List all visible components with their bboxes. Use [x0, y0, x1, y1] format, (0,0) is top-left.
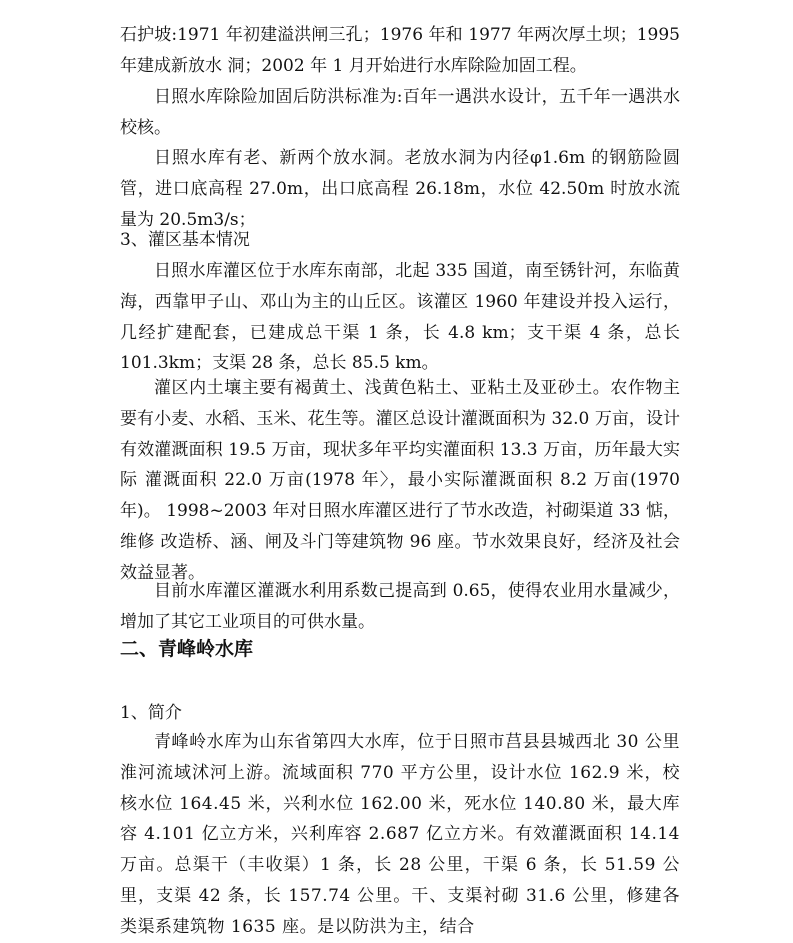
- paragraph-irrigation-efficiency: 目前水库灌区灌溉水利用系数己提高到 0.65，使得农业用水量减少， 增加了其它工业项目的可供水量。: [120, 581, 680, 632]
- paragraph-flood-standard: 日照水库除险加固后防洪标准为:百年一遇洪水设计，五千年一遇洪水校核。: [120, 87, 680, 138]
- paragraph-outlets: 日照水库有老、新两个放水洞。老放水洞为内径φ1.6m 的钢筋险圆管，进口底高程 27.0m，出口底高程 26.18m，水位 42.50m 时放水流量为 20.5m3/s；: [120, 148, 680, 230]
- paragraph-irrigation-overview: 日照水库灌区位于水库东南部，北起 335 国道，南至锈针河，东临黄海，西靠甲子山、邓山为主的山丘区。该灌区 1960 年建设并投入运行，几经扩建配套，已建成总干渠 1 条，长 4.8 km；支干渠 4 条，总长 101.3km；支渠 28 条，总长 85.5 km。: [120, 261, 680, 374]
- paragraph-irrigation-soil-crops: 灌区内土壤主要有褐黄土、浅黄色粘土、亚粘土及亚砂土。农作物主要有小麦、水稻、玉米、花生等。灌区总设计灌溉面积为 32.0 万亩，设计有效灌溉面积 19.5 万亩，现状多年平均实灌面积 13.3 万亩，历年最大实际 灌溉面积 22.0 万亩(1978 年〉，最小实际灌溉面积 8.2 万亩(1970 年)。 1998~2003 年对日照水库灌区进行了节水改造，衬砌渠道 33 惦，维修 改造桥、涵、闸及斗门等建筑物 96 座。节水效果良好，经济及社会效益显著。: [120, 378, 680, 583]
- paragraph-history: 石护坡:1971 年初建溢洪闸三孔；1976 年和 1977 年两次厚土坝；1995 年建成新放水 洞；2002 年 1 月开始进行水库除险加固工程。: [120, 25, 680, 76]
- section-heading-irrigation: 3、灌区基本情况: [120, 230, 250, 250]
- chapter-heading-qingfengling: 二、青峰岭水库: [120, 638, 254, 660]
- paragraph-qingfengling-intro: 青峰岭水库为山东省第四大水库，位于日照市莒县县城西北 30 公里淮河流域沭河上游。流域面积 770 平方公里，设计水位 162.9 米，校核水位 164.45 米，兴利水位 162.00 米，死水位 140.80 米，最大库容 4.101 亿立方米，兴利库容 2.687 亿立方米。有效灌溉面积 14.14 万亩。总渠干（丰收渠）1 条，长 28 公里，干渠 6 条，长 51.59 公里，支渠 42 条，长 157.74 公里。干、支渠衬砌 31.6 公里，修建各类渠系建筑物 1635 座。是以防洪为主，结合: [120, 732, 680, 937]
- section-heading-intro: 1、简介: [120, 703, 182, 723]
